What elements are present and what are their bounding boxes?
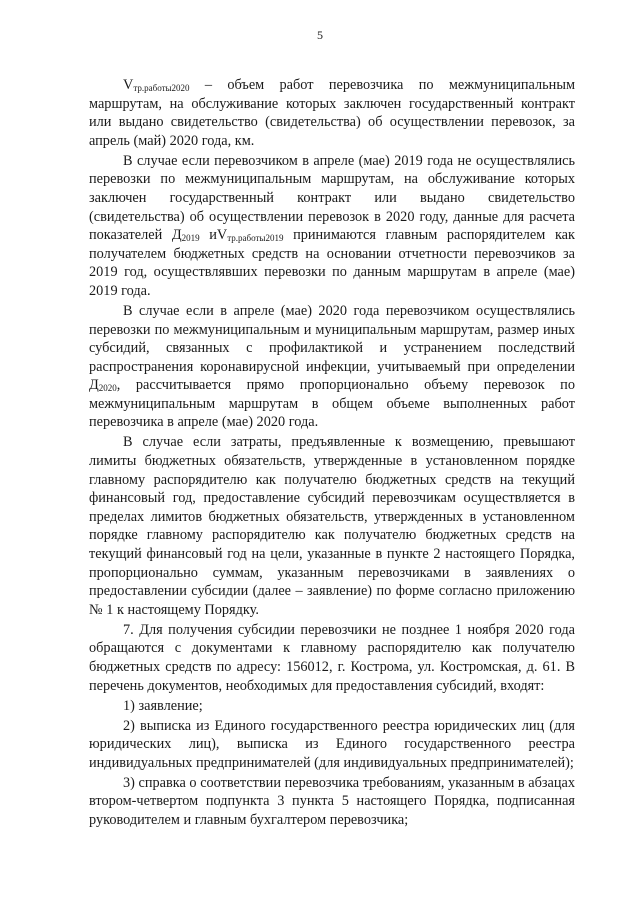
paragraph-text: В случае если перевозчиком в апреле (мае) 2019 года не осуществлялись перевозки по межмуниципальным маршрутам, на обслуживание которых заключен государственный контракт или выдано свидетельство (свидетельства) об осуществлении перевозок в 2020 году, данные для расчета показателей Д: [89, 152, 575, 244]
paragraph-item-7: 7. Для получения субсидии перевозчики не позднее 1 ноября 2020 года обращаются с документами к главному распорядителю как получателю бюджетных средств по адресу: 156012, г. Кострома, ул. Костромская, д. 61. В перечень документов, необходимых для предоставления субсидий, входят:: [89, 621, 575, 694]
subscript: 2020: [98, 383, 117, 394]
paragraph-text: принимаются главным распорядителем как получателем бюджетных средств на основании отчетности перевозчиков за 2019 год, осуществлявших перевозки по данным маршрутам в апреле (мае) 2019 года.: [89, 227, 575, 299]
list-item-application: 1) заявление;: [123, 697, 203, 714]
subscript: 2019: [181, 233, 200, 244]
subscript: тр.работы2020: [133, 83, 190, 93]
var-v: V: [123, 77, 134, 93]
paragraph-volume-definition: [89, 76, 575, 150]
list-item-compliance-certificate: 3) справка о соответствии перевозчика требованиям, указанным в абзацах втором-четвертом подпункта 3 пункта 5 настоящего Порядка, подписанная руководителем и главным бухгалтером перевозчика;: [89, 774, 575, 828]
paragraph-text: – объем работ перевозчика по межмуниципальным маршрутам, на обслуживание которых заключен государственный контракт или выдано свидетельство (свидетельства) об осуществлении перевозок, за апрель (май) 2020 года, км.: [89, 77, 575, 149]
paragraph-limits: В случае если затраты, предъявленные к возмещению, превышают лимиты бюджетных обязательств, утвержденные в установленном порядке главному распорядителю как получателю бюджетных средств на текущий финансовый год, предоставление субсидий перевозчикам осуществляется в пределах лимитов бюджетных обязательств, утвержденных в установленном порядке главному распорядителю как получателю бюджетных средств на текущий финансовый год на цели, указанные в пункте 2 настоящего Порядка, пропорционально суммам, указанным перевозчиками в заявлениях о предоставлении субсидии (далее – заявление) по форме согласно приложению № 1 к настоящему Порядку.: [89, 434, 575, 618]
paragraph-text: , рассчитывается прямо пропорционально объему перевозок по межмуниципальным маршрутам в общем объеме выполненных работ перевозчика в апреле (мае) 2020 года.: [89, 377, 575, 431]
paragraph-text: иV: [199, 227, 228, 244]
page-number: 5: [317, 28, 323, 42]
subscript: тр.работы2019: [227, 233, 284, 244]
paragraph-text: В случае если в апреле (мае) 2020 года перевозчиком осуществлялись перевозки по межмуниципальным и муниципальным маршрутам, размер иных субсидий, связанных с профилактикой и устранением последствий распространения коронавирусной инфекции, учитываемый при определении Д: [89, 302, 575, 394]
paragraph-proportional-subsidy: [89, 302, 575, 432]
list-item-registry-extract: 2) выписка из Единого государственного реестра юридических лиц (для юридических лиц), выписка из Единого государственного реестра индивидуальных предпринимателей (для индивидуальных предпринимателей);: [89, 717, 575, 771]
paragraph-no-transport-2019: [89, 152, 575, 301]
document-body: [89, 76, 575, 831]
